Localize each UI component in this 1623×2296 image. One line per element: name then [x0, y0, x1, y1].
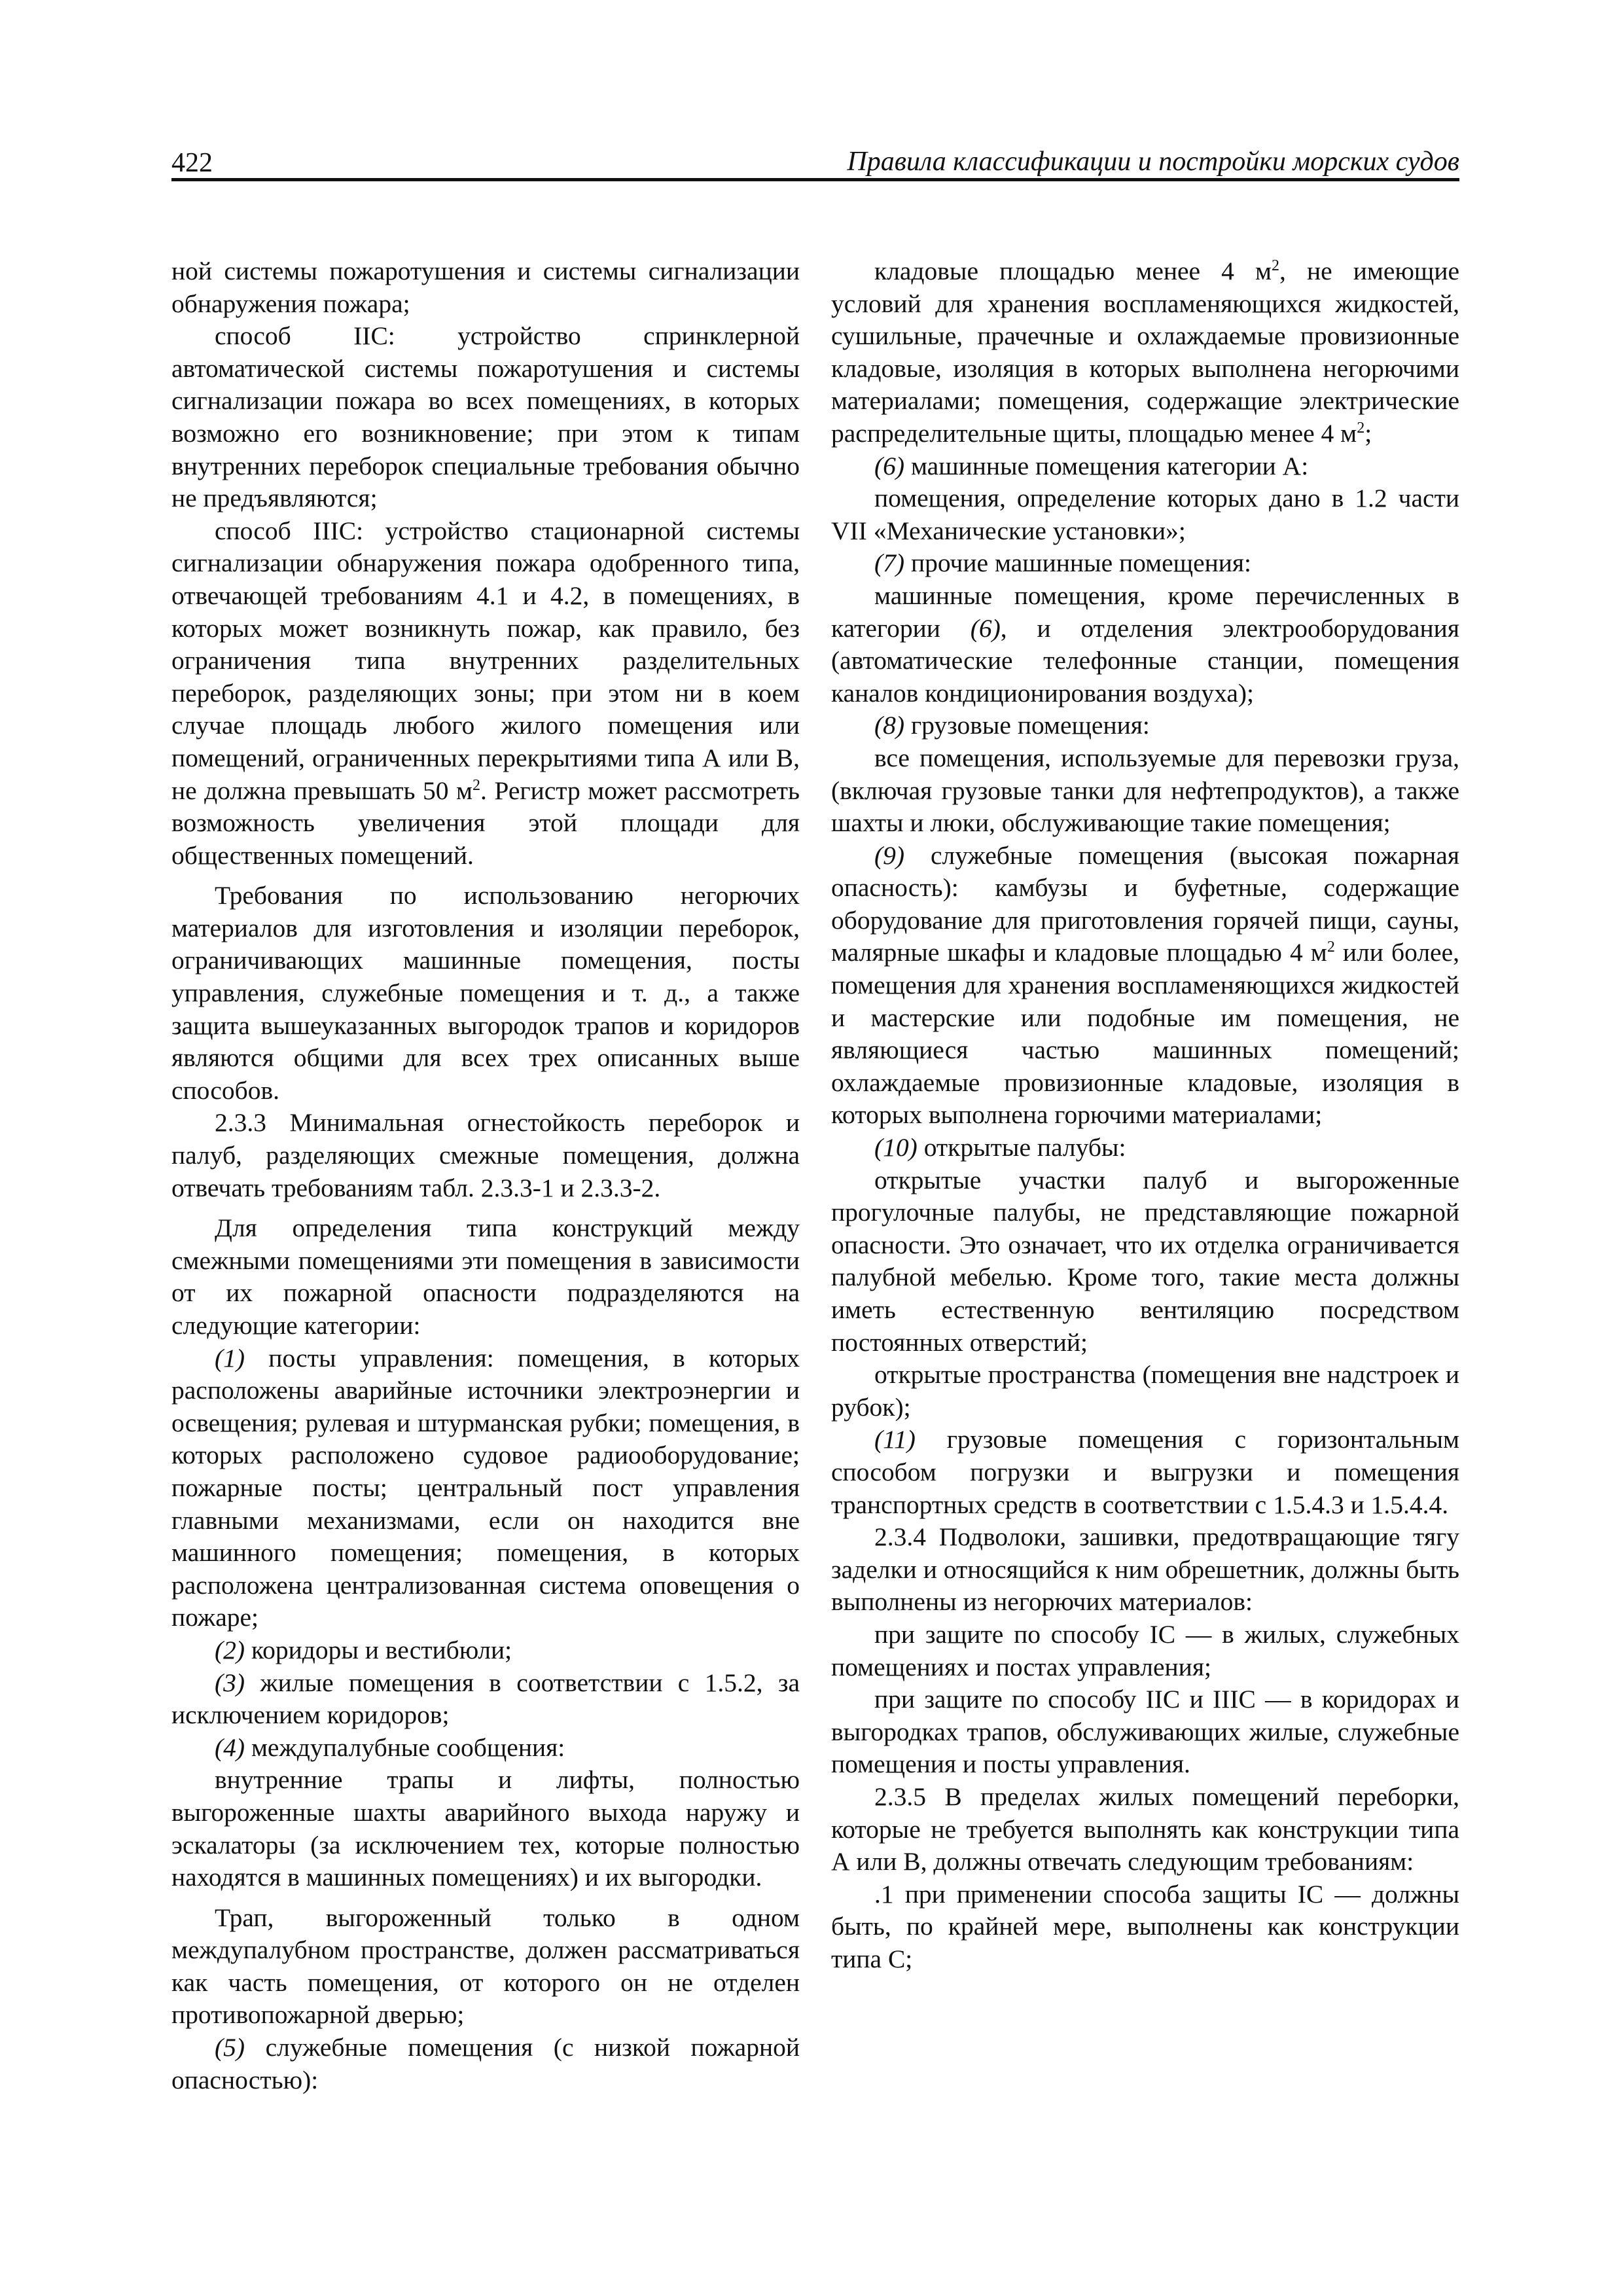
paragraph	[831, 580, 1459, 709]
paragraph	[171, 880, 800, 1107]
paragraph-text: ной системы пожаротушения и системы сигнализации обнаружения пожара;	[171, 257, 800, 318]
category-ref: (6)	[970, 613, 1001, 643]
paragraph-text: машинные помещения категории А:	[904, 451, 1309, 480]
category-number: (7)	[874, 548, 905, 578]
paragraph-text: коридоры и вестибюли;	[245, 1635, 512, 1664]
paragraph-text: прочие машинные помещения:	[904, 548, 1252, 578]
paragraph	[171, 320, 800, 515]
paragraph	[831, 1132, 1459, 1164]
paragraph-text: .1 при применении способа защиты IС — должны быть, по крайней мере, выполнены как конструкции типа С;	[831, 1879, 1459, 1973]
paragraph	[831, 1164, 1459, 1359]
paragraph-text: Требования по использованию негорючих материалов для изготовления и изоляции переборок, ограничивающих машинные помещения, посты управления, служебные помещения и т. д., а также защита вышеуказанных выгородок трапов и коридоров являются общими для всех трех описанных выше способов.	[171, 881, 800, 1105]
paragraph-text: открытые участки палуб и выгороженные прогулочные палубы, не представляющие пожарной опасности. Это означает, что их отделка ограничивается палубной мебелью. Кроме того, такие места должны иметь естественную вентиляцию посредством постоянных отверстий;	[831, 1165, 1459, 1357]
paragraph	[831, 1619, 1459, 1683]
paragraph-text: , и отделения электрооборудования (автоматические телефонные станции, помещения каналов кондиционирования воздуха);	[831, 613, 1459, 708]
paragraph	[171, 1732, 800, 1765]
superscript: 2	[1357, 419, 1365, 437]
paragraph	[831, 1878, 1459, 1976]
paragraph	[171, 1764, 800, 1893]
paragraph	[831, 840, 1459, 1132]
paragraph-text: . Регистр может рассмотреть возможность увеличения этой площади для общественных помещений.	[171, 776, 800, 870]
paragraph-text: открытые палубы:	[917, 1133, 1126, 1162]
paragraph-text: способ IIС: устройство спринклерной автоматической системы пожаротушения и системы сигнализации пожара во всех помещениях, в которых возможно его возникновение; при этом к типам внутренних переборок специальные требования обычно не предъявляются;	[171, 321, 800, 513]
superscript: 2	[1327, 939, 1335, 956]
paragraph	[171, 515, 800, 872]
paragraph	[831, 709, 1459, 742]
paragraph-text: ;	[1364, 418, 1372, 448]
paragraph-text: Трап, выгороженный только в одном междупалубном пространстве, должен рассматриваться как часть помещения, от которого он не отделен противопожарной дверью;	[171, 1903, 800, 2030]
paragraph	[171, 1212, 800, 1342]
page-number: 422	[171, 148, 213, 178]
paragraph-text: помещения, определение которых дано в 1.2 части VII «Механические установки»;	[831, 484, 1459, 545]
header-rule	[171, 178, 1459, 181]
category-number: (8)	[874, 711, 905, 740]
paragraph	[831, 1424, 1459, 1521]
paragraph	[171, 2032, 800, 2096]
paragraph-text: кладовые площадью менее 4 м	[874, 257, 1272, 285]
paragraph	[831, 1683, 1459, 1781]
paragraph	[831, 742, 1459, 840]
paragraph	[171, 1342, 800, 1634]
paragraph-text: служебные помещения (высокая пожарная опасность): камбузы и буфетные, содержащие оборудование для приготовления горячей пищи, сауны, малярные шкафы и кладовые площадью 4 м	[831, 840, 1459, 967]
category-number: (3)	[215, 1668, 245, 1697]
paragraph	[831, 1781, 1459, 1878]
paragraph-text: все помещения, используемые для перевозки груза, (включая грузовые танки для нефтепродуктов), а также шахты и люки, обслуживающие такие помещения;	[831, 743, 1459, 838]
paragraph	[171, 1667, 800, 1732]
paragraph-text: грузовые помещения с горизонтальным способом погрузки и выгрузки и помещения транспортных средств в соответствии с 1.5.4.3 и 1.5.4.4.	[831, 1425, 1459, 1519]
paragraph-text: 2.3.5 В пределах жилых помещений переборки, которые не требуется выполнять как конструкции типа А или В, должны отвечать следующим требованиям:	[831, 1782, 1459, 1876]
paragraph-text: при защите по способу IIС и IIIС — в коридорах и выгородках трапов, обслуживающих жилые, служебные помещения и посты управления.	[831, 1685, 1459, 1779]
paragraph-text: открытые пространства (помещения вне надстроек и рубок);	[831, 1360, 1459, 1422]
right-column	[831, 255, 1459, 1975]
paragraph-text: посты управления: помещения, в которых расположены аварийные источники электроэнергии и освещения; рулевая и штурманская рубки; помещения, в которых расположено судовое радиооборудование; пожарные посты; центральный пост управления главными механизмами, если он находится вне машинного помещения; помещения, в которых расположена централизованная система оповещения о пожаре;	[171, 1343, 800, 1632]
paragraph-text: 2.3.4 Подволоки, зашивки, предотвращающие тягу заделки и относящийся к ним обрешетник, должны быть выполнены из негорючих материалов:	[831, 1522, 1459, 1617]
running-title: Правила классификации и постройки морских судов	[847, 147, 1459, 177]
paragraph-text: машинные помещения, кроме перечисленных в категории	[831, 581, 1459, 643]
paragraph	[831, 482, 1459, 547]
paragraph-text: внутренние трапы и лифты, полностью выгороженные шахты аварийного выхода наружу и эскалаторы (за исключением тех, которые полностью находятся в машинных помещениях) и их выгородки.	[171, 1765, 800, 1892]
category-number: (1)	[215, 1343, 245, 1372]
paragraph	[831, 1521, 1459, 1619]
category-number: (11)	[874, 1425, 916, 1454]
paragraph-text: или более, помещения для хранения воспламеняющихся жидкостей и мастерские или подобные им помещения, не являющиеся частью машинных помещений; охлаждаемые провизионные кладовые, изоляция в которых выполнена горючими материалами;	[831, 938, 1459, 1130]
paragraph-text: способ IIIС: устройство стационарной системы сигнализации обнаружения пожара одобренного типа, отвечающей требованиям 4.1 и 4.2, в помещениях, в которых может возникнуть пожар, как правило, без ограничения типа внутренних разделительных переборок, разделяющих зоны; при этом ни в коем случае площадь любого жилого помещения или помещений, ограниченных перекрытиями типа А или В, не должна превышать 50 м	[171, 516, 800, 805]
paragraph-text: служебные помещения (с низкой пожарной опасностью):	[171, 2033, 800, 2094]
paragraph	[171, 1634, 800, 1667]
category-number: (9)	[874, 840, 905, 870]
paragraph-text: жилые помещения в соответствии с 1.5.2, за исключением коридоров;	[171, 1668, 800, 1730]
paragraph	[831, 547, 1459, 580]
left-column	[171, 255, 800, 2096]
paragraph-text: грузовые помещения:	[904, 711, 1150, 740]
paragraph	[831, 255, 1459, 450]
category-number: (4)	[215, 1732, 245, 1762]
paragraph	[171, 1902, 800, 2032]
category-number: (6)	[874, 451, 905, 480]
category-number: (5)	[215, 2033, 245, 2062]
paragraph-text: при защите по способу IС — в жилых, служебных помещениях и постах управления;	[831, 1619, 1459, 1681]
category-number: (10)	[874, 1133, 918, 1162]
paragraph-text: , не имеющие условий для хранения воспламеняющихся жидкостей, сушильные, прачечные и охлаждаемые провизионные кладовые, изоляция в которых выполнена негорючими материалами; помещения, содержащие электрические распределительные щиты, площадью менее 4 м	[831, 257, 1460, 448]
paragraph	[831, 1359, 1459, 1424]
superscript: 2	[473, 776, 481, 794]
paragraph	[171, 255, 800, 320]
paragraph-text: 2.3.3 Минимальная огнестойкость переборок и палуб, разделяющих смежные помещения, должна отвечать требованиям табл. 2.3.3-1 и 2.3.3-2.	[171, 1108, 800, 1202]
paragraph	[831, 450, 1459, 483]
paragraph-text: Для определения типа конструкций между смежными помещениями эти помещения в зависимости от их пожарной опасности подразделяются на следующие категории:	[171, 1213, 800, 1340]
paragraph	[171, 1107, 800, 1204]
paragraph-text: междупалубные сообщения:	[245, 1732, 565, 1762]
superscript: 2	[1272, 257, 1280, 274]
category-number: (2)	[215, 1635, 245, 1664]
